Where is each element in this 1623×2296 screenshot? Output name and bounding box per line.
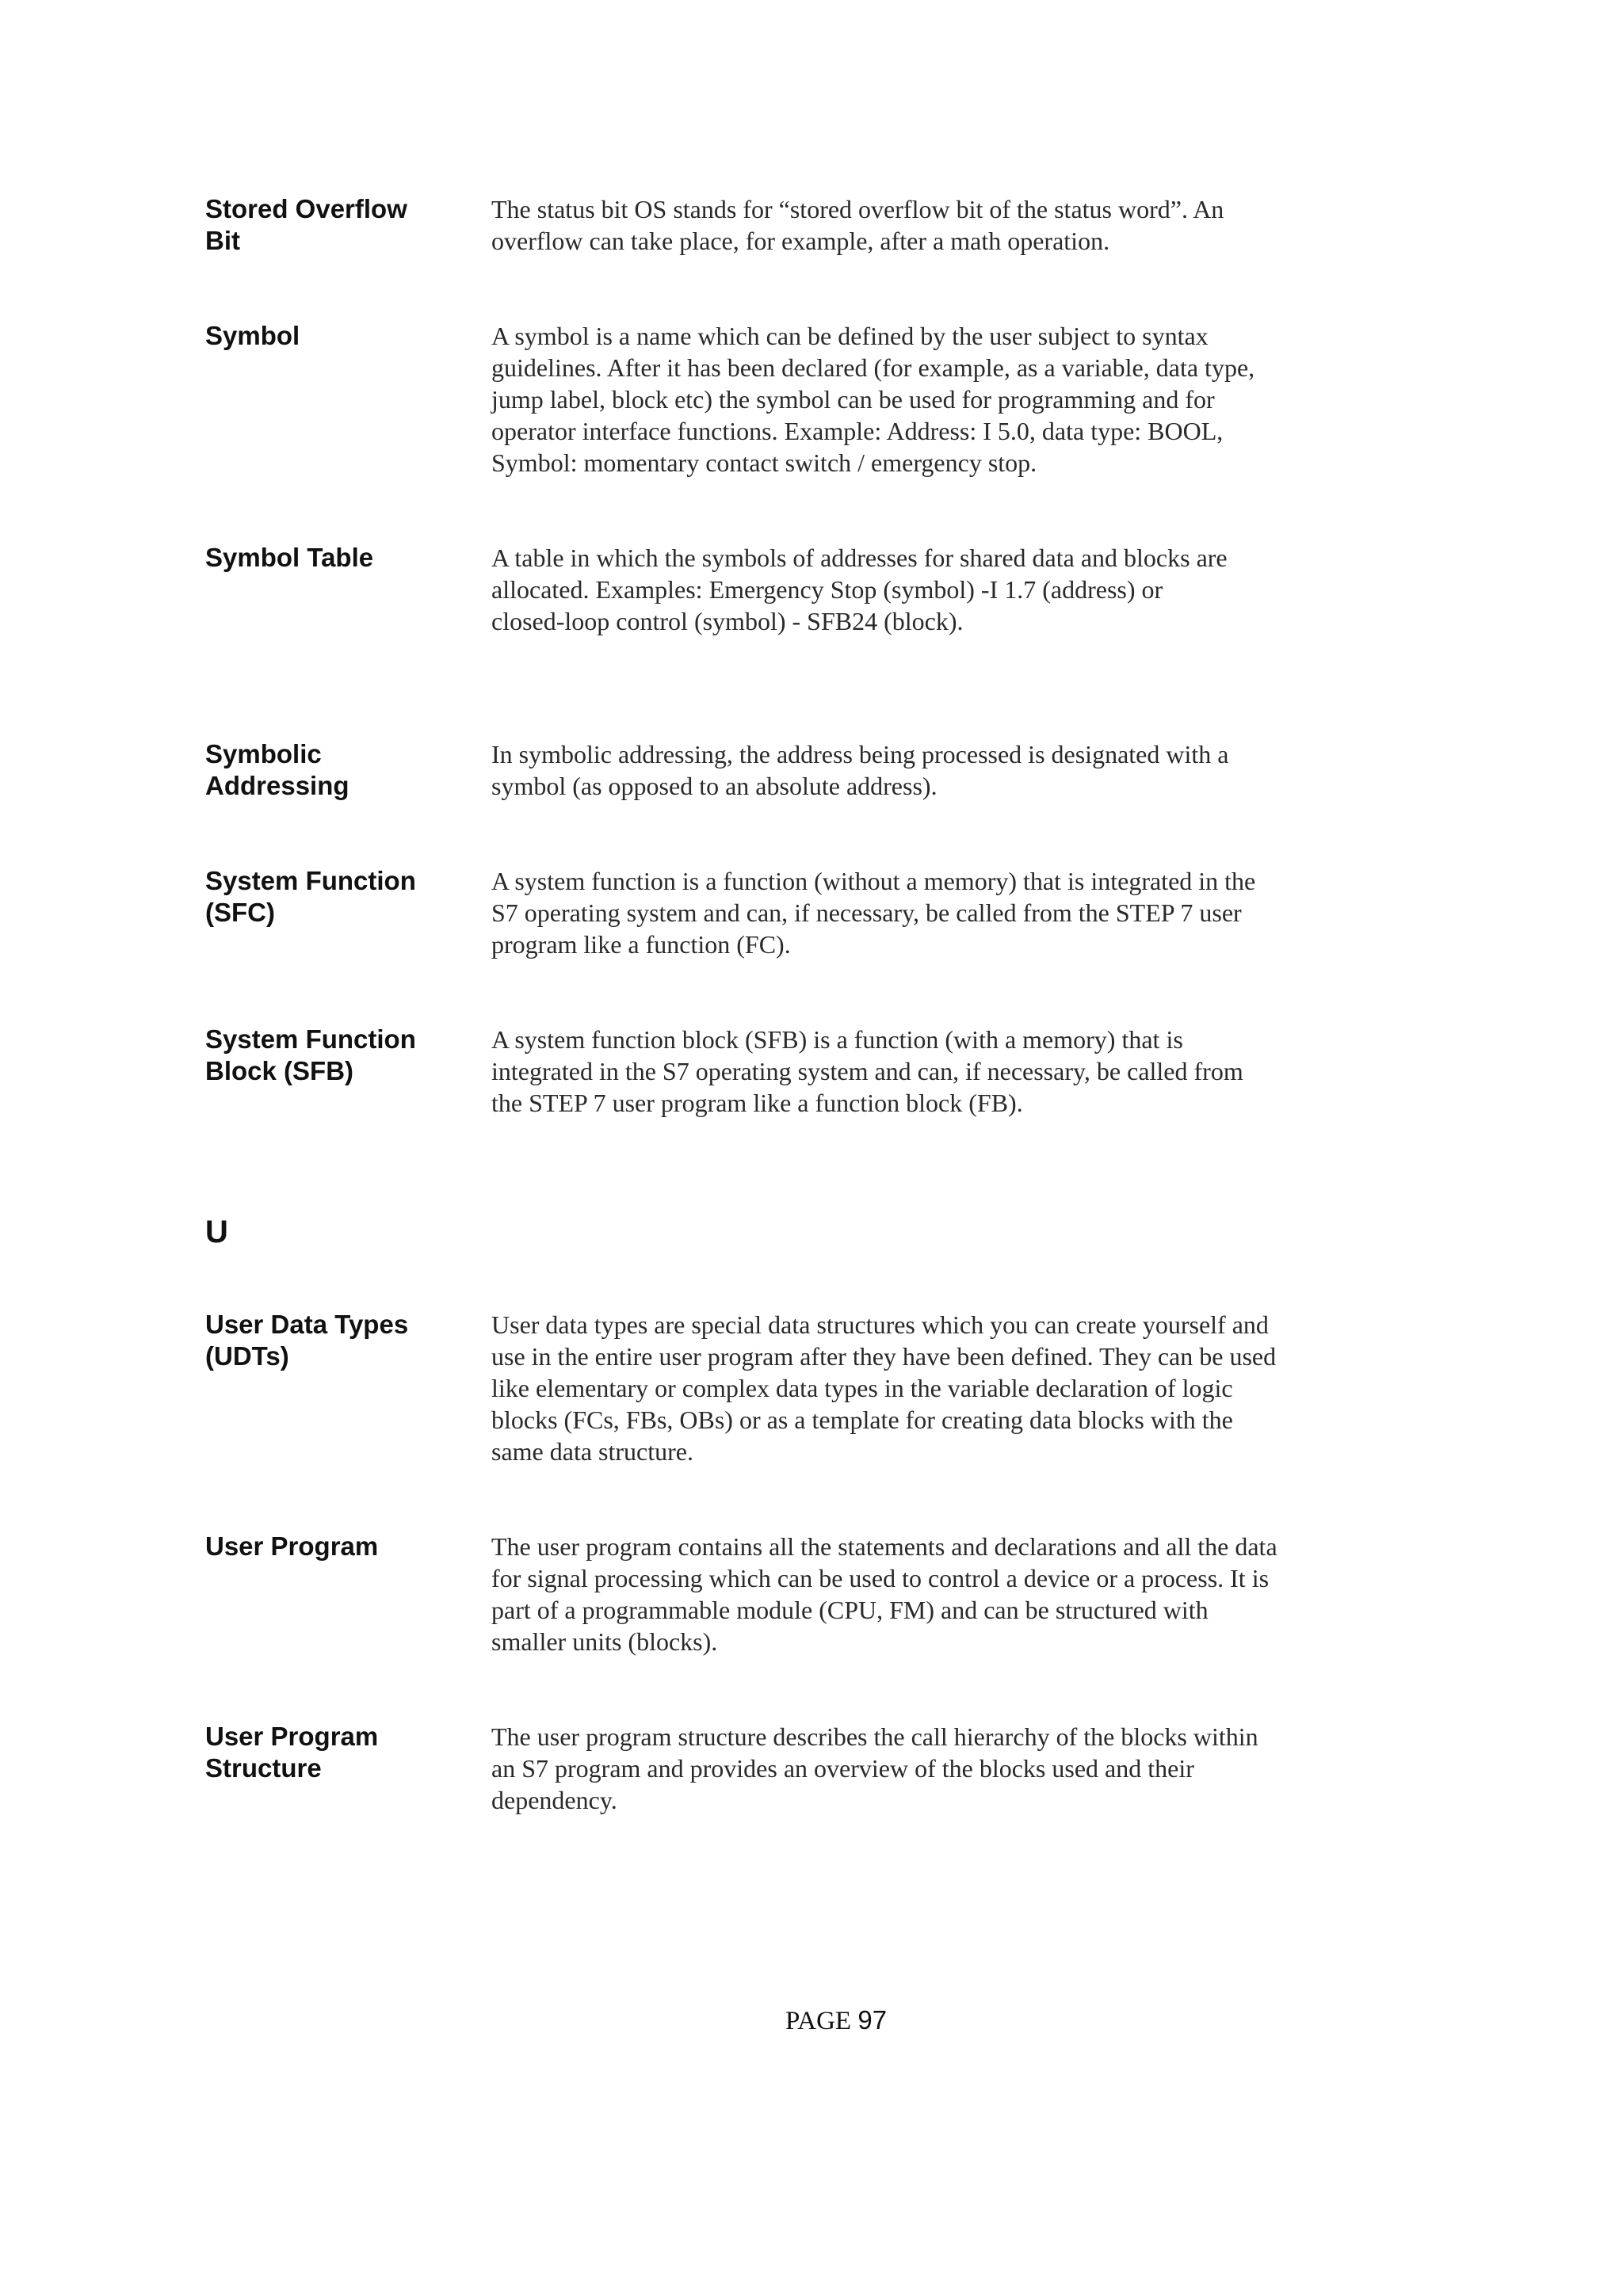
glossary-definition (491, 1721, 1347, 1816)
glossary-definition (491, 1024, 1347, 1119)
term-line: Block (SFB) (205, 1056, 354, 1085)
definition-line: guidelines. After it has been declared (for example, as a variable, data type, (491, 353, 1255, 382)
definition-line: closed-loop control (symbol) - SFB24 (block). (491, 607, 964, 635)
glossary-term (205, 1531, 467, 1562)
definition-line: like elementary or complex data types in the variable declaration of logic (491, 1374, 1233, 1402)
definition-line: dependency. (491, 1786, 617, 1814)
term-line: System Function (205, 866, 416, 895)
definition-line: jump label, block etc) the symbol can be used for programming and for (491, 385, 1215, 414)
glossary-term (205, 1721, 467, 1784)
glossary-definition (491, 320, 1347, 479)
term-line: Symbol (205, 321, 300, 350)
glossary-definition (491, 865, 1347, 960)
term-line: Structure (205, 1753, 322, 1783)
definition-line: operator interface functions. Example: Address: I 5.0, data type: BOOL, (491, 417, 1224, 445)
definition-line: A table in which the symbols of addresses for shared data and blocks are (491, 543, 1228, 572)
glossary-definition (491, 1309, 1347, 1467)
definition-line: User data types are special data structures which you can create yourself and (491, 1310, 1269, 1339)
term-line: User Program (205, 1531, 379, 1561)
glossary-definition (491, 1531, 1347, 1657)
glossary-term (205, 1309, 467, 1372)
definition-line: integrated in the S7 operating system and can, if necessary, be called from (491, 1057, 1243, 1085)
definition-line: the STEP 7 user program like a function block (FB). (491, 1089, 1023, 1117)
definition-line: same data structure. (491, 1437, 693, 1466)
glossary-term (205, 738, 467, 802)
definition-line: part of a programmable module (CPU, FM) and can be structured with (491, 1596, 1209, 1624)
definition-line: The user program contains all the statements and declarations and all the data (491, 1532, 1277, 1561)
glossary-definition (491, 738, 1347, 802)
section-letter: U (205, 1215, 228, 1249)
term-line: System Function (205, 1024, 416, 1054)
page-label: PAGE (785, 2007, 852, 2035)
page-number (0, 2004, 1623, 2037)
definition-line: Symbol: momentary contact switch / emergency stop. (491, 448, 1037, 477)
definition-line: In symbolic addressing, the address being processed is designated with a (491, 740, 1229, 769)
definition-line: The user program structure describes the call hierarchy of the blocks within (491, 1722, 1258, 1751)
glossary-term (205, 1024, 467, 1087)
definition-line: S7 operating system and can, if necessary, be called from the STEP 7 user (491, 898, 1242, 927)
glossary-term (205, 320, 467, 352)
term-line: User Program (205, 1722, 379, 1751)
definition-line: A symbol is a name which can be defined by the user subject to syntax (491, 322, 1209, 350)
term-line: Bit (205, 226, 240, 255)
term-line: Addressing (205, 771, 349, 800)
definition-line: an S7 program and provides an overview of the blocks used and their (491, 1754, 1194, 1783)
definition-line: symbol (as opposed to an absolute address). (491, 772, 938, 800)
term-line: Stored Overflow (205, 194, 407, 223)
glossary-term (205, 542, 467, 574)
definition-line: for signal processing which can be used to control a device or a process. It is (491, 1564, 1270, 1592)
glossary-term (205, 865, 467, 929)
term-line: Symbolic (205, 739, 322, 769)
glossary-definition (491, 542, 1347, 637)
definition-line: use in the entire user program after they have been defined. They can be used (491, 1342, 1277, 1371)
definition-line: program like a function (FC). (491, 930, 791, 959)
page-number-value: 97 (857, 2005, 888, 2035)
definition-line: blocks (FCs, FBs, OBs) or as a template for creating data blocks with the (491, 1405, 1233, 1434)
term-line: User Data Types (205, 1310, 409, 1339)
definition-line: smaller units (blocks). (491, 1627, 718, 1656)
glossary-term (205, 193, 467, 257)
definition-line: A system function is a function (without a memory) that is integrated in the (491, 867, 1256, 895)
term-line: Symbol Table (205, 543, 374, 572)
definition-line: overflow can take place, for example, after a math operation. (491, 227, 1110, 255)
definition-line: allocated. Examples: Emergency Stop (symbol) -I 1.7 (address) or (491, 575, 1163, 604)
glossary-definition (491, 193, 1347, 257)
definition-line: A system function block (SFB) is a function (with a memory) that is (491, 1025, 1183, 1054)
term-line: (SFC) (205, 898, 275, 927)
term-line: (UDTs) (205, 1341, 289, 1371)
definition-line: The status bit OS stands for “stored overflow bit of the status word”. An (491, 195, 1224, 223)
